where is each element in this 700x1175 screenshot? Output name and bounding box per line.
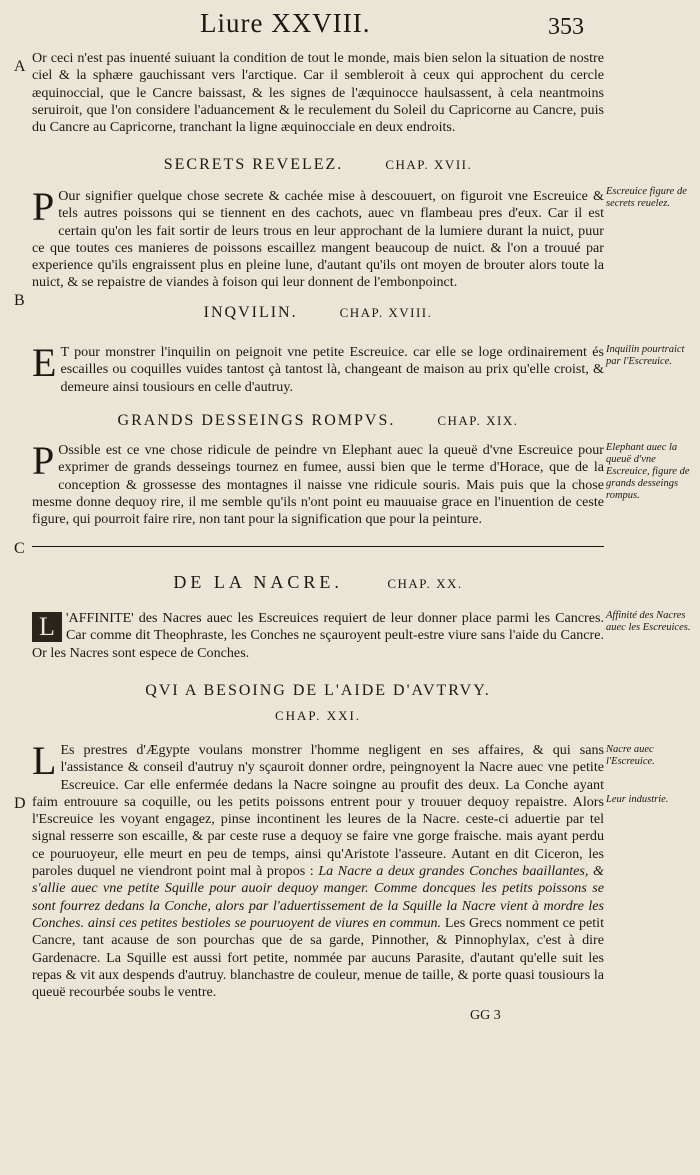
chapter-title: SECRETS REVELEZ.: [163, 156, 344, 173]
page-number: 353: [548, 14, 584, 40]
chapter-title: INQVILIN.: [203, 304, 298, 321]
chapter-number: CHAP. XXI.: [274, 708, 362, 723]
section-marker-c: C: [14, 540, 25, 557]
section-marker-b: B: [14, 292, 25, 309]
cicero-quote: La Nacre a deux grandes Conches baaillantes, & s'allie auec vne petite Squille pour auoir dequoy manger. Comme doncques les petits poissons se sont fourrez dedans la Conche, alors par l'aduertissement de la Squille la Nacre vient à mordre les Conches. ainsi ces petites bestioles se pouruoyent de viures en commun.: [32, 863, 604, 931]
chapter-heading: [32, 572, 604, 593]
chapter-heading: [32, 156, 604, 174]
decorated-initial: L: [32, 612, 62, 642]
chapter-text-continued: Les Grecs nomment ce petit Cancre, tant acause de son pourchas que de sa garde, Pinnother, & Pinnophylax, c'est à dire Gardenacre. La Squille est aussi fort petite, nommée par aucuns Parasite, d'autant qu'elle suit les repas & vit aux despends d'autruy. blanchastre de couleur, menue de taille, & porte quasi tousiours la queuë recourbée soubs le ventre.: [32, 914, 604, 1001]
running-title: Liure XXVIII.: [200, 8, 371, 38]
chapter-heading: [32, 412, 604, 430]
margin-note: Escreuice figure de secrets reuelez.: [606, 186, 687, 209]
chapter-number: CHAP. XVII.: [385, 157, 473, 172]
chapter-heading: [32, 304, 604, 322]
chapter-body: [32, 340, 604, 396]
margin-note: Leur industrie.: [606, 794, 669, 805]
chapter-body: [32, 438, 604, 528]
margin-note: Nacre auec l'Escreuice.: [606, 744, 655, 767]
chapter-body: [32, 184, 604, 292]
initial-letter: P: [32, 184, 55, 229]
chapter-number: CHAP. XVIII.: [339, 305, 433, 320]
chapter-text: Ossible est ce vne chose ridicule de peindre vn Elephant auec la queuë d'vne Escreuice pour exprimer de grands desseings tournez en fumee, aussi bien que le terme d'Horace, que de la conception & grossesse des montagnes il naisse vne ridicule souris. Mais puis que la chose mesme donne dequoy rire, il me semble qu'ils n'ont point eu mauuaise grace en l'inuention de ceste figure, qui pourroit faire rire, non tant pour la signification que pour la peinture.: [32, 442, 604, 528]
section-marker-d: D: [14, 795, 26, 812]
margin-note: Inquilin pourtraict par l'Escreuice.: [606, 344, 685, 367]
initial-letter: P: [32, 438, 55, 483]
section-rule: [32, 546, 604, 547]
intro-paragraph: Or ceci n'est pas inuenté suiuant la condition de tout le monde, mais bien selon la situation de nostre ciel & la sphære gauchissant vers l'arctique. Car il sembleroit à ceux qui approchent du cercle æquinoccial, que le Cancre baissast, & les signes de l'æquinocce haulsassent, à cela neantmoins seruiroit, que l'on considere l'aduancement & le reculement du Soleil du Capricorne au Cancre, puis du Cancre au Capricorne, tranchant la ligne æquinocciale en deux endroits.: [32, 50, 604, 136]
chapter-text: 'AFFINITE' des Nacres auec les Escreuices requiert de leur donner place parmi les Cancres. Car comme dit Theophraste, les Conches ne sçauroyent peult-estre viure sans l'aide du Cancre. Or les Nacres sont espece de Conches.: [32, 610, 604, 661]
signature-mark: GG 3: [470, 1008, 501, 1023]
chapter-text: T pour monstrer l'inquilin on peignoit vne petite Escreuice. car elle se loge ordinairement és escailles ou coquilles vuides tantost çà tantost là, changeant de maison au prix qu'elle croist, & demeure ainsi tousiours en celle d'autruy.: [60, 344, 604, 395]
section-marker-a: A: [14, 58, 26, 75]
chapter-body: [32, 610, 604, 662]
margin-note: Elephant auec la queuë d'vne Escreuice, figure de grands desseings rompus.: [606, 442, 690, 501]
margin-note: Affinité des Nacres auec les Escreuices.: [606, 610, 691, 633]
chapter-number: CHAP. XX.: [387, 576, 463, 591]
chapter-text: Our signifier quelque chose secrete & cachée mise à descouuert, on figuroit vne Escreuice & tels autres poissons qui se tiennent en des cachots, auec vn flambeau pres d'eux. Car il est certain qu'on les fait sortir de leurs trous en leur approchant de la lumiere durant la nuict, puur ce que toutes ces manieres de poissons escaillez mangent beaucoup de nuict. & l'on a trouué par experience qu'ils engraissent plus en pleine lune, d'autant qu'ils ont moyen de brouter alors toute la nuict, & se repaistre de viandes à foison qui leur donnent de l'embonpoinct.: [32, 188, 604, 291]
chapter-text: Es prestres d'Ægypte voulans monstrer l'homme negligent en ses affaires, & qui sans l'assistance & conseil d'autruy n'y sçauroit donner ordre, peingnoyent la Nacre auec vne petite Escreuice. Car elle enfermée dedans la Nacre soingne au proufit des deux. La Conche ayant faim entrouure sa coquille, ou les petits poissons entrent pour y trouuer dequoy repaistre. Alors l'Escreuice les voyant engagez, pinse incontinent les leures de la Nacre. ceste-ci aduertie par tel signal resserre son escaille, & par ceste ruse a dequoy se faire vne gorge fraische. mais ayant perdu ce pouruoyeur, elle meurt en peu de temps, ainsi qu'Aristote l'asseure. Autant en dit Ciceron, les paroles duquel ne viendront point mal à propos :: [32, 742, 604, 880]
chapter-title: QVI A BESOING DE L'AIDE D'AVTRVY.: [145, 682, 491, 699]
chapter-body: [32, 738, 604, 1001]
chapter-title: GRANDS DESSEINGS ROMPVS.: [117, 412, 396, 429]
chapter-number: CHAP. XIX.: [437, 413, 519, 428]
chapter-heading: [32, 682, 604, 700]
initial-letter: E: [32, 340, 57, 385]
initial-letter: L: [32, 738, 57, 783]
chapter-title: DE LA NACRE.: [173, 572, 343, 592]
